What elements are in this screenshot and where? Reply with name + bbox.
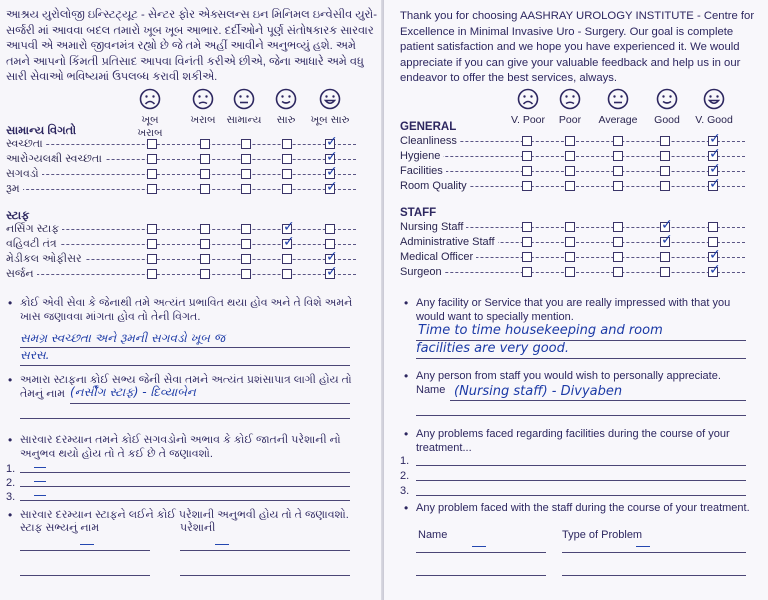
pen-check-mark-icon: ✓ [661, 217, 673, 233]
dotted-leader [6, 174, 356, 175]
rating-checkbox[interactable] [613, 237, 623, 247]
rating-checkbox[interactable] [522, 151, 532, 161]
bullet-icon: • [8, 296, 13, 310]
rating-checkbox[interactable] [613, 252, 623, 262]
rating-checkbox[interactable] [147, 184, 157, 194]
problem-number: 3. [400, 485, 410, 497]
rating-average [222, 88, 266, 127]
rating-row-label: રૂમ [6, 182, 23, 197]
bullet-icon: • [404, 369, 409, 383]
rating-checkbox[interactable] [282, 254, 292, 264]
answer-line [20, 486, 350, 487]
rating-row-general [400, 131, 745, 149]
rating-row-staff [6, 264, 356, 282]
rating-row-staff [6, 234, 356, 252]
smile-face-icon [656, 88, 678, 110]
rating-checkbox[interactable] [613, 151, 623, 161]
bullet-icon: • [404, 296, 409, 310]
pen-dash-mark [34, 481, 46, 482]
column-type-of-problem: Type of Problem [562, 529, 643, 541]
rating-row-staff [6, 219, 356, 237]
pen-dash-mark [34, 495, 46, 496]
rating-checkbox[interactable] [200, 239, 210, 249]
answer-line [416, 465, 746, 466]
rating-checkbox[interactable] [565, 252, 575, 262]
rating-checkbox[interactable] [200, 169, 210, 179]
pen-check-mark-icon: ✓ [326, 164, 338, 180]
rating-checkbox[interactable] [565, 181, 575, 191]
rating-row-label: નર્સિંગ સ્ટાફ [6, 222, 62, 237]
rating-row-general [400, 161, 745, 179]
rating-checkbox[interactable] [613, 136, 623, 146]
rating-label: સામાન્ય [226, 114, 262, 126]
neutral-face-icon [233, 88, 255, 110]
rating-checkbox[interactable] [147, 269, 157, 279]
rating-checkbox[interactable] [325, 239, 335, 249]
pen-dash-mark [34, 467, 46, 468]
question-appreciate-staff: • અમારા સ્ટાફના કોઈ સભ્ય જેની સેવા તમને અત્યંત પ્રશંસાપાત્ર લાગી હોય તો તેમનું નામ [8, 373, 352, 400]
rating-checkbox[interactable] [241, 169, 251, 179]
pen-check-mark-icon: ✓ [709, 176, 721, 192]
rating-very-good [692, 88, 736, 126]
question-impressed-service: • Any facility or Service that you are really impressed with that you would want to specially mention. [404, 296, 731, 323]
pen-check-mark-icon: ✓ [326, 179, 338, 195]
answer-line [180, 575, 350, 576]
rating-label: ખૂબ સારુ [310, 114, 350, 126]
rating-checkbox[interactable] [241, 139, 251, 149]
rating-checkbox[interactable] [565, 222, 575, 232]
rating-checkbox[interactable] [613, 222, 623, 232]
rating-checkbox[interactable] [200, 154, 210, 164]
answer-line [416, 480, 746, 481]
bullet-icon: • [8, 373, 13, 387]
rating-checkbox[interactable] [660, 267, 670, 277]
rating-label: Poor [558, 114, 582, 126]
rating-checkbox[interactable] [613, 181, 623, 191]
column-problem: પરેશાની [180, 522, 216, 534]
bullet-icon: • [8, 508, 13, 522]
name-label: Name [416, 384, 446, 396]
answer-line [20, 550, 150, 551]
rating-row-general [6, 149, 356, 167]
rating-checkbox[interactable] [200, 184, 210, 194]
section-title-staff: સ્ટાફ [6, 210, 30, 222]
answer-line [180, 550, 350, 551]
big-smile-face-icon [319, 88, 341, 110]
question-appreciate-staff: • Any person from staff you would wish to personally appreciate. [404, 369, 721, 383]
rating-checkbox[interactable] [522, 181, 532, 191]
pen-check-mark-icon: ✓ [709, 161, 721, 177]
answer-line [20, 365, 350, 366]
rating-checkbox[interactable] [200, 269, 210, 279]
rating-checkbox[interactable] [522, 267, 532, 277]
answer-line [20, 575, 150, 576]
rating-checkbox[interactable] [565, 237, 575, 247]
rating-row-label: Medical Officer [400, 250, 476, 265]
answer-staff-name: (Nursing staff) - Divyaben [454, 384, 623, 399]
rating-row-staff [6, 249, 356, 267]
rating-checkbox[interactable] [660, 252, 670, 262]
dotted-leader [6, 144, 356, 145]
big-smile-face-icon [703, 88, 725, 110]
rating-checkbox[interactable] [282, 154, 292, 164]
column-name: Name [418, 529, 448, 541]
rating-row-label: મેડીકલ ઓફીસર [6, 252, 85, 267]
question-facility-problems: • સારવાર દરમ્યાન તમને કોઈ સગવડોનો અભાવ કે કોઈ જાતની પરેશાની નો અનુભવ થયો હોય તો તે કઈ છે તે જણાવશો. [8, 433, 341, 460]
rating-checkbox[interactable] [522, 166, 532, 176]
rating-row-label: આરોગ્યલક્ષી સ્વચ્છતા [6, 152, 105, 167]
rating-checkbox[interactable] [522, 252, 532, 262]
intro-text-english: Thank you for choosing AASHRAY UROLOGY INSTITUTE - Centre for Excellence in Minimal Invasive Uro - Surgery. Our goal is complete patient satisfaction and we hope you have experienced it. We would appreciate if you can give your valuable feedback and help us in our endeavor to offer the best services, always. [400, 10, 755, 84]
answer-impressed-line-1: Time to time housekeeping and room [418, 323, 663, 338]
pen-check-mark-icon: ✓ [661, 232, 673, 248]
pen-check-mark-icon: ✓ [709, 146, 721, 162]
rating-checkbox[interactable] [147, 254, 157, 264]
rating-row-label: સ્વચ્છતા [6, 137, 46, 152]
rating-checkbox[interactable] [565, 136, 575, 146]
pen-check-mark-icon: ✓ [709, 247, 721, 263]
rating-row-general [400, 146, 745, 164]
rating-label: Good [654, 114, 680, 126]
pen-dash-mark [215, 544, 229, 545]
answer-line [416, 552, 546, 553]
rating-good [645, 88, 689, 126]
rating-checkbox[interactable] [241, 224, 251, 234]
rating-checkbox[interactable] [522, 237, 532, 247]
rating-checkbox[interactable] [241, 269, 251, 279]
rating-row-general [6, 179, 356, 197]
answer-line [562, 575, 746, 576]
pen-check-mark-icon: ✓ [326, 249, 338, 265]
pen-check-mark-icon: ✓ [326, 134, 338, 150]
rating-row-label: સર્જન [6, 267, 37, 282]
rating-average [596, 88, 640, 126]
answer-staff-name: (નર્સીંગ સ્ટાફ) - દિવ્યાબેન [70, 385, 196, 399]
rating-row-general [400, 176, 745, 194]
answer-line [416, 358, 746, 359]
rating-checkbox[interactable] [147, 239, 157, 249]
rating-checkbox[interactable] [708, 222, 718, 232]
rating-very-poor [128, 88, 172, 140]
pen-dash-mark [636, 546, 650, 547]
rating-checkbox[interactable] [565, 166, 575, 176]
pen-check-mark-icon: ✓ [709, 131, 721, 147]
pen-dash-mark [472, 546, 486, 547]
rating-poor [181, 88, 225, 127]
rating-checkbox[interactable] [282, 184, 292, 194]
problem-number: 1. [400, 455, 410, 467]
rating-row-staff [400, 262, 745, 280]
rating-checkbox[interactable] [200, 139, 210, 149]
answer-line [70, 403, 350, 404]
bullet-icon: • [8, 433, 13, 447]
intro-text-gujarati: આશ્રય યુરોલોજી ઇન્સ્ટિટ્યૂટ - સેન્ટર ફોર એક્સલન્સ ઇન મિનિમલ ઇન્વેસીવ યુરો-સર્જરી માં આવવા બદલ તમારો ખૂબ ખૂબ આભાર. દર્દીઓને પૂર્ણ સંતોષકારક સારવાર આપવી એ અમારો જીવનમંત્ર રહ્યો છે જે તમે અહીં આવીને અનુભવ્યું હશે. અમે તમને આપનો કિંમતી પ્રતિસાદ આપવા વિનંતી કરીએ છીએ, જેના આધારે અમે વધુ સારી સેવાઓ ભવિષ્યમાં ઉપલબ્ધ કરાવી શકીએ. [6, 9, 377, 83]
pen-check-mark-icon: ✓ [283, 219, 295, 235]
rating-row-general [6, 134, 356, 152]
question-impressed-service: • કોઈ એવી સેવા કે જેનાથી તમે અત્યંત પ્રભાવિત થયા હોવ અને તે વિશે અમને ખાસ જણાવવા માંગતા હોવ તો તેની વિગત. [8, 296, 353, 323]
answer-line [450, 400, 746, 401]
rating-row-staff [400, 247, 745, 265]
rating-row-label: Facilities [400, 164, 446, 179]
answer-impressed-line-2: સરસ. [20, 348, 50, 362]
section-title-general: GENERAL [400, 121, 457, 133]
sad-face-icon [559, 88, 581, 110]
rating-label: Average [598, 114, 638, 126]
english-form-panel [384, 0, 768, 600]
sad-face-icon [192, 88, 214, 110]
rating-row-label: સગવડો [6, 167, 42, 182]
section-title-general: સામાન્ય વિગતો [6, 125, 77, 137]
answer-line [416, 575, 546, 576]
rating-checkbox[interactable] [282, 139, 292, 149]
rating-checkbox[interactable] [325, 224, 335, 234]
rating-row-general [6, 164, 356, 182]
rating-row-label: Nursing Staff [400, 220, 466, 235]
rating-checkbox[interactable] [613, 166, 623, 176]
rating-checkbox[interactable] [282, 269, 292, 279]
rating-checkbox[interactable] [147, 139, 157, 149]
rating-label: સારુ [276, 114, 296, 126]
problem-number: 3. [6, 491, 16, 503]
rating-checkbox[interactable] [660, 136, 670, 146]
question-staff-problems: • સારવાર દરમ્યાન સ્ટાફને લઈને કોઈ પરેશાની અનુભવી હોય તો તે જણાવશો. [8, 508, 349, 522]
rating-checkbox[interactable] [565, 267, 575, 277]
dotted-leader [6, 274, 356, 275]
pen-check-mark-icon: ✓ [709, 262, 721, 278]
pen-check-mark-icon: ✓ [326, 264, 338, 280]
rating-very-poor [506, 88, 550, 126]
rating-good [264, 88, 308, 127]
answer-line [416, 415, 746, 416]
rating-label: V. Good [695, 114, 733, 126]
column-staff-name: સ્ટાફ સભ્યનું નામ [20, 522, 100, 534]
answer-line [416, 495, 746, 496]
rating-checkbox[interactable] [522, 222, 532, 232]
rating-checkbox[interactable] [241, 184, 251, 194]
neutral-face-icon [607, 88, 629, 110]
rating-label: ખૂબ ખરાબ [137, 114, 163, 139]
dotted-leader [6, 189, 356, 190]
problem-number: 2. [400, 470, 410, 482]
answer-impressed-line-1: સમગ્ર સ્વચ્છતા અને રૂમની સગવડો ખૂબ જ [20, 331, 226, 345]
answer-line [20, 418, 350, 419]
rating-checkbox[interactable] [522, 136, 532, 146]
rating-row-label: Hygiene [400, 149, 443, 164]
rating-checkbox[interactable] [200, 254, 210, 264]
rating-checkbox[interactable] [241, 154, 251, 164]
rating-row-staff [400, 217, 745, 235]
pen-dash-mark [80, 544, 94, 545]
rating-checkbox[interactable] [708, 237, 718, 247]
rating-checkbox[interactable] [613, 267, 623, 277]
answer-line [20, 347, 350, 348]
problem-number: 1. [6, 463, 16, 475]
answer-line [562, 552, 746, 553]
rating-row-staff [400, 232, 745, 250]
rating-checkbox[interactable] [282, 169, 292, 179]
answer-impressed-line-2: facilities are very good. [416, 341, 569, 356]
rating-checkbox[interactable] [241, 254, 251, 264]
rating-very-good [308, 88, 352, 127]
section-title-staff: STAFF [400, 207, 437, 219]
rating-checkbox[interactable] [147, 169, 157, 179]
rating-checkbox[interactable] [241, 239, 251, 249]
rating-checkbox[interactable] [660, 151, 670, 161]
problem-number: 2. [6, 477, 16, 489]
bullet-icon: • [404, 501, 409, 515]
rating-poor [548, 88, 592, 126]
question-facility-problems: • Any problems faced regarding facilities during the course of your treatment... [404, 427, 730, 454]
very-sad-face-icon [517, 88, 539, 110]
rating-label: ખરાબ [190, 114, 216, 126]
rating-row-label: Room Quality [400, 179, 470, 194]
rating-checkbox[interactable] [660, 181, 670, 191]
rating-row-label: વહિવટી તંત્ર [6, 237, 60, 252]
rating-checkbox[interactable] [660, 166, 670, 176]
rating-checkbox[interactable] [565, 151, 575, 161]
rating-label: V. Poor [510, 114, 546, 126]
answer-line [20, 472, 350, 473]
rating-checkbox[interactable] [200, 224, 210, 234]
rating-checkbox[interactable] [147, 154, 157, 164]
smile-face-icon [275, 88, 297, 110]
very-sad-face-icon [139, 88, 161, 110]
pen-check-mark-icon: ✓ [283, 234, 295, 250]
question-staff-problems: • Any problem faced with the staff during the course of your treatment. [404, 501, 750, 515]
rating-row-label: Administrative Staff [400, 235, 498, 250]
answer-line [20, 500, 350, 501]
bullet-icon: • [404, 427, 409, 441]
rating-row-label: Cleanliness [400, 134, 460, 149]
pen-check-mark-icon: ✓ [326, 149, 338, 165]
rating-row-label: Surgeon [400, 265, 445, 280]
rating-checkbox[interactable] [147, 224, 157, 234]
